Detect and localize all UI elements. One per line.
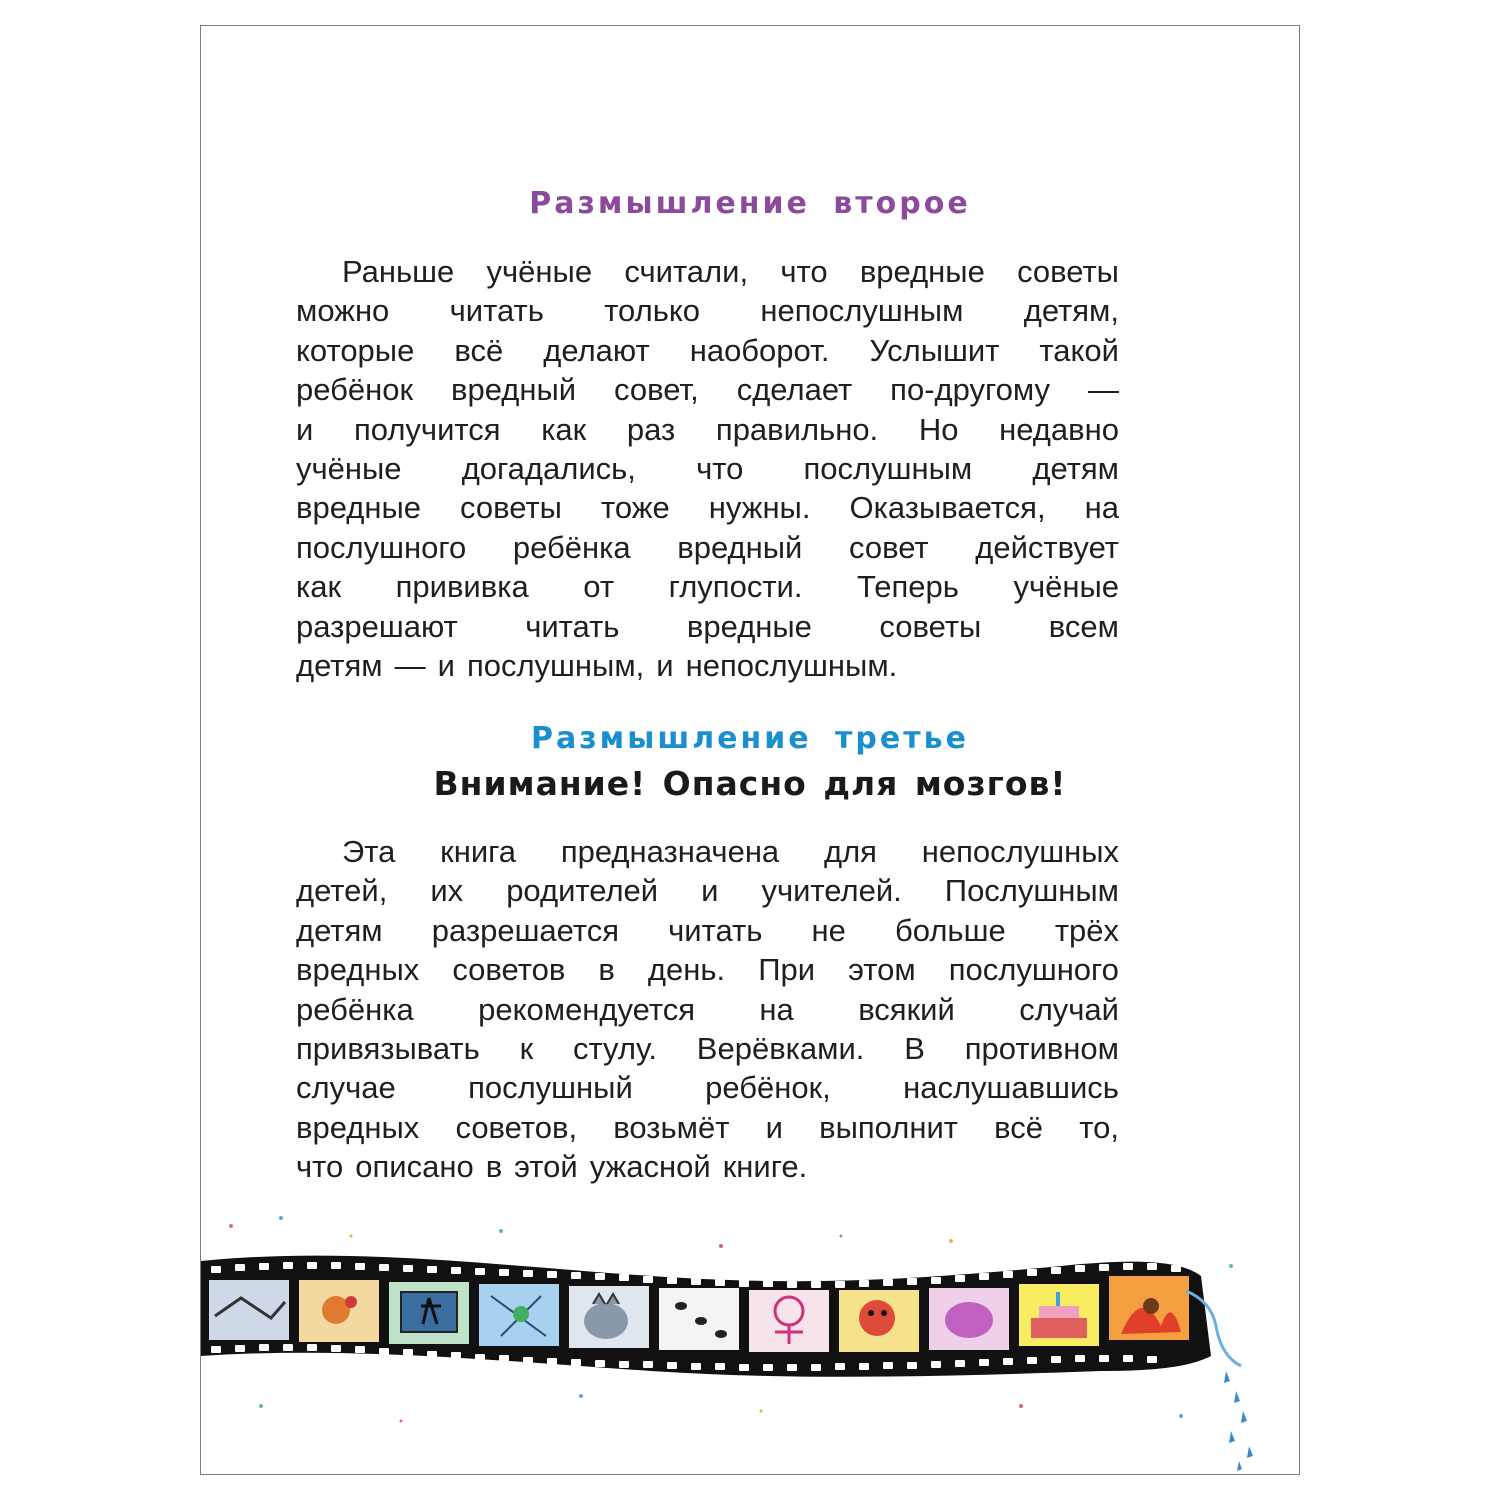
word: трёх — [1054, 912, 1119, 948]
text-line — [296, 291, 1119, 330]
word: и — [765, 1109, 783, 1145]
word: читать — [668, 912, 763, 948]
word: непослушных — [921, 834, 1119, 869]
word: что — [780, 254, 828, 289]
word: которые — [296, 332, 415, 368]
word: Оказывается, — [849, 490, 1046, 526]
word: ребёнок, — [705, 1070, 831, 1106]
word: Теперь — [857, 569, 959, 605]
word: детей, — [296, 873, 388, 909]
word: совет, — [613, 372, 699, 408]
word: вредный — [677, 529, 803, 565]
text-line — [296, 911, 1119, 950]
word: Услышит — [869, 332, 1000, 368]
word: совет — [849, 529, 929, 565]
word: и — [701, 873, 719, 909]
text-line — [296, 410, 1119, 449]
word: недавно — [999, 411, 1119, 447]
filmstrip-illustration — [201, 1206, 1299, 1474]
word: то, — [1079, 1109, 1119, 1145]
word: послушного — [296, 529, 467, 565]
text-line — [296, 331, 1119, 370]
word: на — [1084, 490, 1119, 526]
word: догадались, — [461, 450, 636, 486]
word: их — [430, 873, 464, 909]
word: что — [696, 450, 744, 486]
word: вредный — [450, 372, 577, 408]
word: Послушным — [944, 873, 1119, 909]
text-line — [296, 1029, 1119, 1068]
word: При — [758, 952, 816, 988]
word: — — [394, 647, 426, 683]
word: ребёнка — [512, 529, 631, 565]
word: детям — [1032, 450, 1119, 486]
word: детям — [296, 647, 383, 683]
word: тоже — [600, 490, 670, 526]
word: можно — [296, 293, 390, 329]
word: получится — [353, 411, 501, 447]
word: послушный — [468, 1070, 633, 1106]
word: всем — [1048, 608, 1119, 644]
word: только — [604, 293, 701, 329]
word: советы — [879, 608, 982, 644]
word: послушным, — [466, 647, 645, 683]
word: Раньше — [342, 254, 455, 289]
word: советы — [1017, 254, 1119, 289]
word: этой — [514, 1149, 578, 1185]
word: день. — [647, 952, 726, 988]
text-line — [296, 1108, 1119, 1147]
word: Эта — [342, 834, 396, 869]
word: родителей — [506, 873, 659, 909]
word: книга — [440, 834, 517, 869]
word: противном — [964, 1030, 1119, 1066]
word: советы — [460, 490, 562, 526]
word: сделает — [736, 372, 853, 408]
word: вредные — [296, 490, 421, 526]
word: правильно. — [715, 411, 879, 447]
word: — — [1087, 372, 1119, 408]
word: и — [296, 411, 314, 447]
word: советов — [452, 952, 566, 988]
word: не — [811, 912, 846, 948]
word: послушным — [803, 450, 973, 486]
word: для — [823, 834, 877, 869]
text-line — [296, 832, 1119, 871]
word: читать — [449, 293, 544, 329]
word: и — [656, 647, 674, 683]
text-line — [296, 990, 1119, 1029]
word: вредных — [296, 952, 420, 988]
book-page — [200, 25, 1300, 1475]
text-line — [296, 1147, 1119, 1186]
paragraph-second — [296, 252, 1119, 685]
word: непослушным — [760, 293, 964, 329]
word: привязывать — [296, 1030, 480, 1066]
word: к — [519, 1030, 534, 1066]
word: вредные — [686, 608, 812, 644]
word: всё — [454, 332, 504, 368]
word: Но — [918, 411, 959, 447]
word: ребёнка — [296, 991, 414, 1027]
word: от — [583, 569, 615, 605]
paragraph-third — [296, 832, 1119, 1187]
word: всякий — [858, 991, 955, 1027]
text-line — [296, 646, 1119, 685]
section-heading-third: Размышление третье — [531, 721, 969, 756]
word: читать — [525, 608, 620, 644]
word: случай — [1019, 991, 1119, 1027]
word: на — [759, 991, 794, 1027]
word: как — [541, 411, 587, 447]
word: наслушавшись — [903, 1070, 1119, 1106]
word: ужасной — [589, 1149, 711, 1185]
text-line — [296, 950, 1119, 989]
word: действует — [975, 529, 1119, 565]
word: учёные — [486, 254, 593, 289]
word: разрешается — [431, 912, 620, 948]
word: учёные — [1013, 569, 1119, 605]
word: делают — [543, 332, 650, 368]
word: книге. — [722, 1149, 808, 1185]
word: такой — [1039, 332, 1119, 368]
word: в — [598, 952, 615, 988]
word: что — [296, 1149, 344, 1185]
word: всё — [994, 1109, 1044, 1145]
word: и — [437, 647, 455, 683]
word: раз — [626, 411, 676, 447]
word: возьмёт — [613, 1109, 730, 1145]
word: описано — [355, 1149, 474, 1185]
word: советов, — [455, 1109, 578, 1145]
word: считали, — [624, 254, 749, 289]
word: выполнит — [819, 1109, 958, 1145]
word: глупости. — [668, 569, 803, 605]
section-heading-second: Размышление второе — [529, 186, 971, 221]
text-line — [296, 1068, 1119, 1107]
word: учёные — [296, 450, 402, 486]
word: стулу. — [573, 1030, 657, 1066]
word: детям — [296, 912, 383, 948]
word: по-другому — [890, 372, 1051, 408]
word: нужны. — [708, 490, 811, 526]
text-line — [296, 252, 1119, 291]
word: послушного — [948, 952, 1119, 988]
word: ребёнок — [296, 372, 414, 408]
word: прививка — [395, 569, 529, 605]
word: вредных — [296, 1109, 420, 1145]
word: больше — [895, 912, 1006, 948]
word: учителей. — [761, 873, 902, 909]
text-line — [296, 370, 1119, 409]
text-line — [296, 871, 1119, 910]
text-line — [296, 607, 1119, 646]
text-line — [296, 567, 1119, 606]
word: непослушным. — [685, 647, 898, 683]
word: предназначена — [560, 834, 780, 869]
word: детям, — [1023, 293, 1119, 329]
word: В — [904, 1030, 925, 1066]
word: в — [485, 1149, 503, 1185]
word: вредные — [859, 254, 985, 289]
text-line — [296, 449, 1119, 488]
word: разрешают — [296, 608, 458, 644]
word: Верёвками. — [696, 1030, 865, 1066]
word: как — [296, 569, 342, 605]
warning-title: Внимание! Опасно для мозгов! — [433, 764, 1067, 803]
word: рекомендуется — [478, 991, 696, 1027]
word: этом — [848, 952, 916, 988]
word: наоборот. — [689, 332, 830, 368]
word: случае — [296, 1070, 396, 1106]
text-line — [296, 528, 1119, 567]
text-line — [296, 488, 1119, 527]
